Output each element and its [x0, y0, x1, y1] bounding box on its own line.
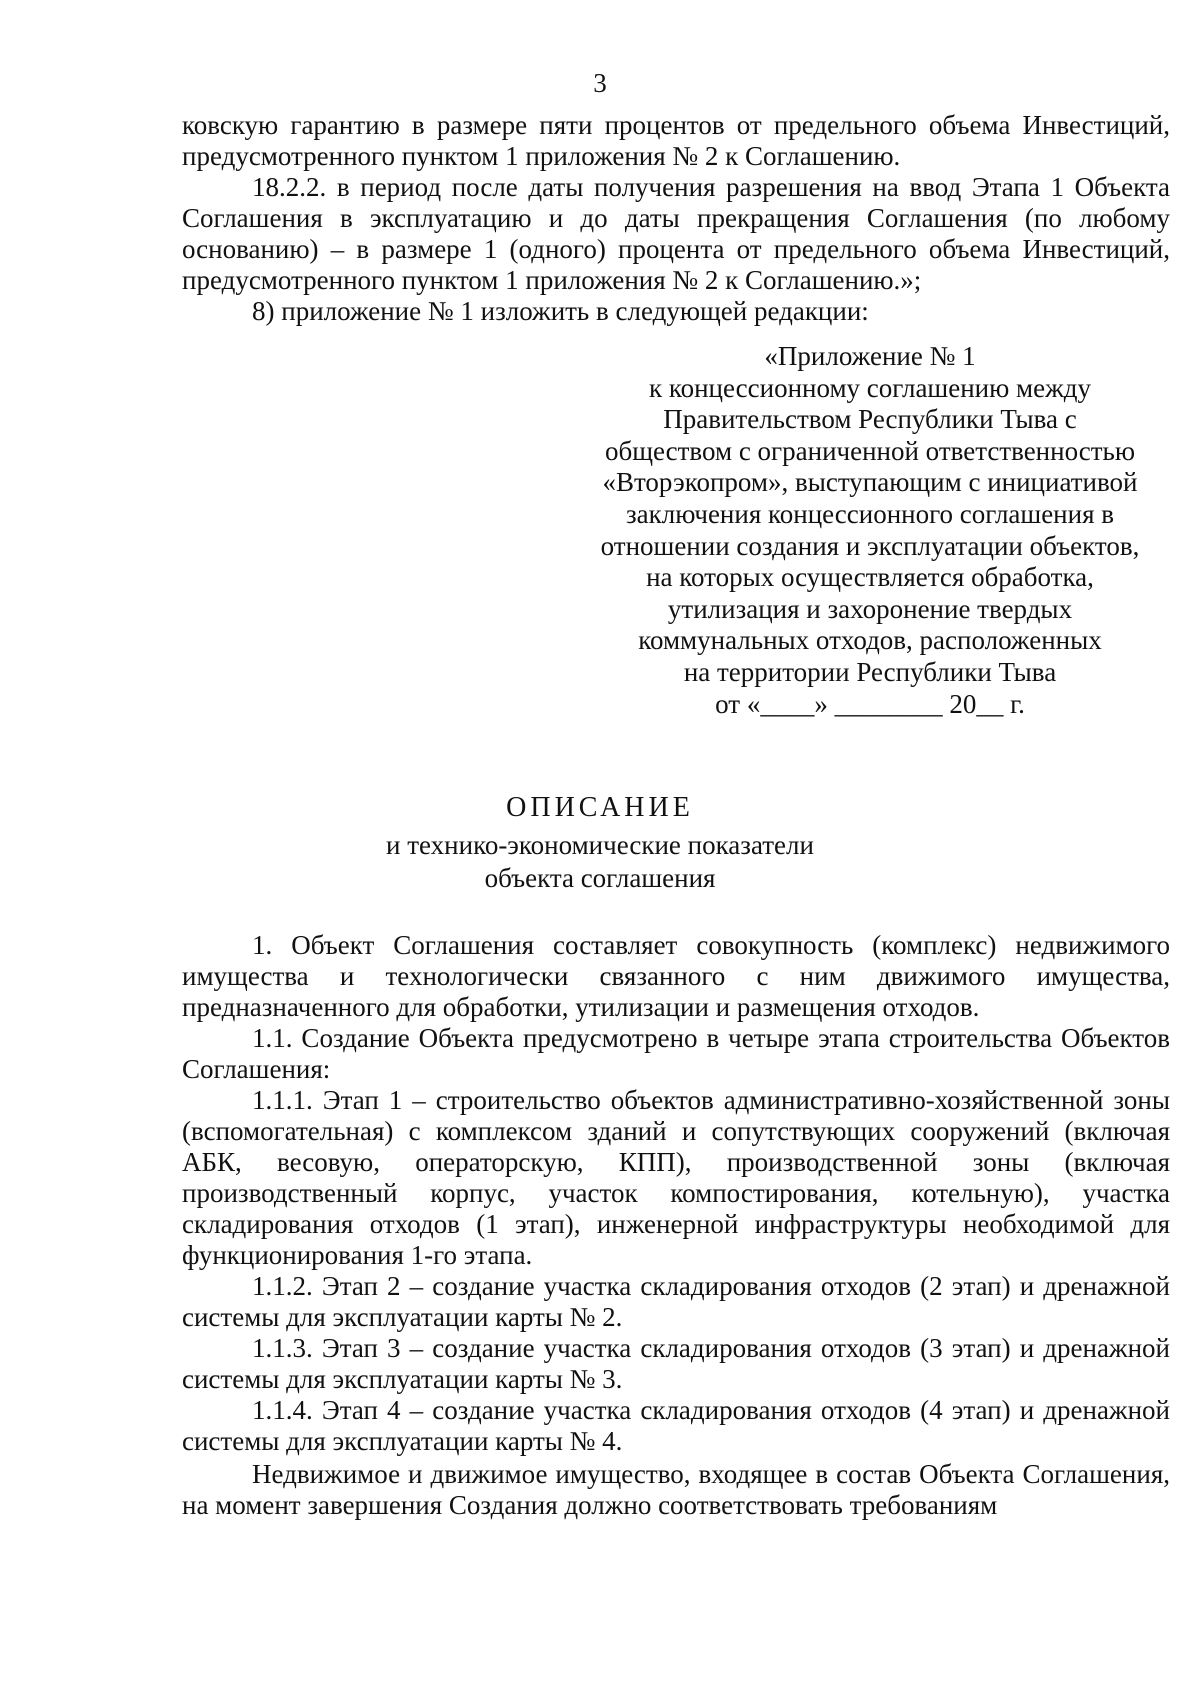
- paragraph-property-requirements: Недвижимое и движимое имущество, входящее в состав Объекта Соглашения, на момент завершения Создания должно соответствовать требованиям: [182, 1459, 1170, 1520]
- appendix-date-line: от «____» ________ 20__ г.: [715, 688, 1025, 719]
- paragraph-1-1-2: 1.1.2. Этап 2 – создание участка складирования отходов (2 этап) и дренажной системы для эксплуатации карты № 2.: [182, 1271, 1170, 1332]
- paragraph-1-1: 1.1. Создание Объекта предусмотрено в четыре этапа строительства Объектов Соглашения:: [182, 1023, 1170, 1084]
- page-number: 3: [593, 68, 607, 98]
- appendix-line: Правительством Республики Тыва с: [663, 404, 1077, 435]
- appendix-line: на территории Республики Тыва: [683, 656, 1057, 687]
- paragraph-1-1-1: 1.1.1. Этап 1 – строительство объектов административно-хозяйственной зоны (вспомогательная) с комплексом зданий и сопутствующих сооружений (включая АБК, весовую, операторскую, КПП), производственной зоны (включая производственный корпус, участок компостирования, котельную), участка складирования отходов (1 этап), инженерной инфраструктуры необходимой для функционирования 1-го этапа.: [182, 1085, 1170, 1270]
- appendix-line: «Вторэкопром», выступающим с инициативой: [602, 467, 1138, 498]
- appendix-line: «Приложение № 1: [764, 341, 976, 371]
- document-subtitle-line-1: и технико-экономические показатели: [386, 830, 814, 860]
- document-subtitle-line-2: объекта соглашения: [484, 863, 716, 893]
- appendix-line: на которых осуществляется обработка,: [646, 562, 1094, 593]
- paragraph-continuation: ковскую гарантию в размере пяти процентов от предельного объема Инвестиций, предусмотренного пунктом 1 приложения № 2 к Соглашению.: [182, 110, 1170, 171]
- paragraph-1-1-3: 1.1.3. Этап 3 – создание участка складирования отходов (3 этап) и дренажной системы для эксплуатации карты № 3.: [182, 1333, 1170, 1394]
- document-title: ОПИСАНИЕ: [506, 792, 694, 823]
- paragraph-1: 1. Объект Соглашения составляет совокупность (комплекс) недвижимого имущества и технологически связанного с ним движимого имущества, предназначенного для обработки, утилизации и размещения отходов.: [182, 930, 1170, 1022]
- appendix-line: заключения концессионного соглашения в: [625, 498, 1115, 529]
- paragraph-1-1-4: 1.1.4. Этап 4 – создание участка складирования отходов (4 этап) и дренажной системы для эксплуатации карты № 4.: [182, 1395, 1170, 1456]
- appendix-line: отношении создания и эксплуатации объектов,: [600, 530, 1140, 561]
- paragraph-18-2-2: 18.2.2. в период после даты получения разрешения на ввод Этапа 1 Объекта Соглашения в эксплуатацию и до даты прекращения Соглашения (по любому основанию) – в размере 1 (одного) процента от предельного объема Инвестиций, предусмотренного пунктом 1 приложения № 2 к Соглашению.»;: [182, 172, 1170, 295]
- top-text-block: [182, 110, 1170, 327]
- paragraph-item-8: 8) приложение № 1 изложить в следующей редакции:: [252, 296, 869, 326]
- appendix-line: обществом с ограниченной ответственностью: [604, 435, 1136, 466]
- main-text-block: [182, 930, 1170, 1521]
- appendix-header: [570, 341, 1170, 720]
- appendix-line: утилизация и захоронение твердых: [667, 593, 1073, 624]
- appendix-line: к концессионному соглашению между: [648, 372, 1091, 403]
- appendix-line: коммунальных отходов, расположенных: [638, 625, 1102, 656]
